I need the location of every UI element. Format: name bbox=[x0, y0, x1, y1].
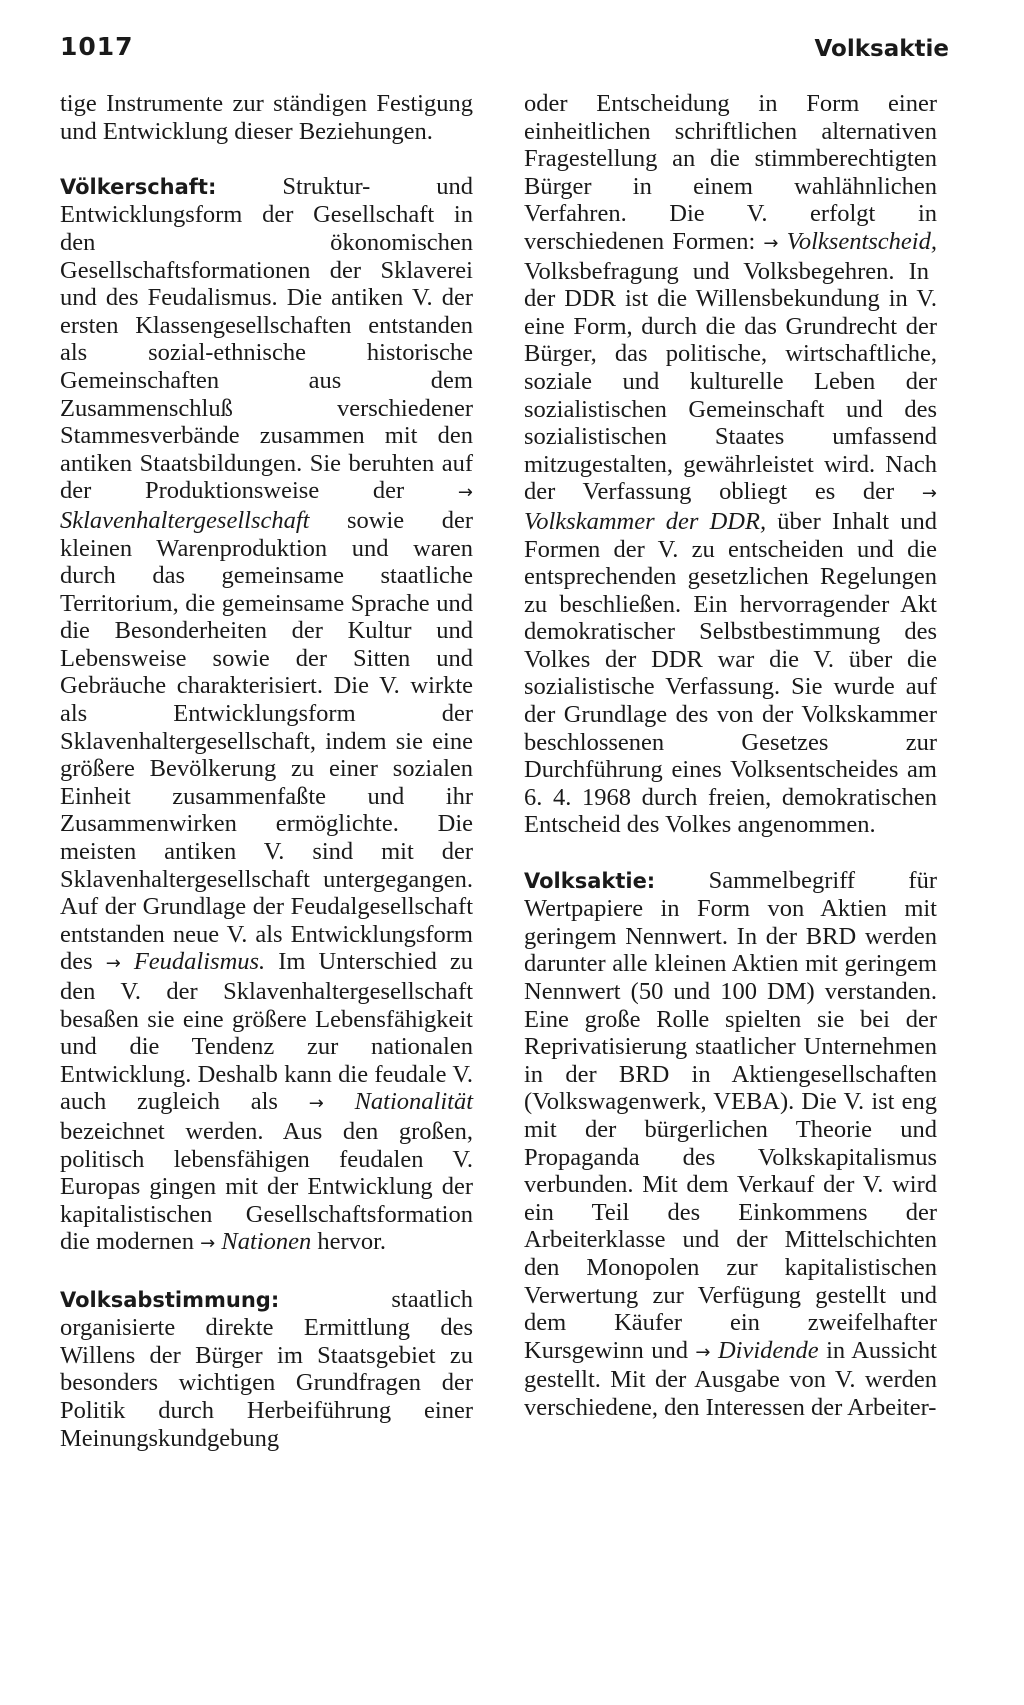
cross-reference-arrow-icon: → bbox=[457, 482, 473, 504]
cross-reference-feudalismus[interactable]: Feudalismus. bbox=[133, 948, 266, 976]
entry-volksaktie bbox=[524, 867, 937, 1422]
entry-voelkerschaft bbox=[60, 173, 473, 1258]
right-column bbox=[524, 90, 937, 1422]
left-column bbox=[60, 90, 473, 1452]
cross-reference-nationen[interactable]: Nationen bbox=[221, 1228, 312, 1256]
cross-reference-arrow-icon: → bbox=[200, 1233, 216, 1255]
headword-volksabstimmung: Volksabstimmung: bbox=[60, 1287, 280, 1312]
cross-reference-arrow-icon: → bbox=[105, 953, 121, 975]
page-number: 1017 bbox=[60, 32, 134, 61]
entry-text: Volksbefragung und Volksbegehren. In der DDR ist die Willensbekundung in V. eine Form, durch die das Grundrecht der Bürger, das politische, wirtschaftliche, soziale und kulturelle Leben der sozialistischen Gemeinschaft und des sozialistischen Staates umfassend mitzugestalten, gewährleistet wird. Nach der Verfassung obliegt es der bbox=[524, 257, 937, 506]
headword-volksaktie: Volksaktie: bbox=[524, 868, 656, 893]
entry-volksabstimmung-continued bbox=[524, 90, 937, 839]
cross-reference-arrow-icon: → bbox=[921, 483, 937, 505]
headword-voelkerschaft: Völkerschaft: bbox=[60, 174, 217, 199]
cross-reference-sklavenhaltergesellschaft[interactable]: Sklavenhaltergesellschaft bbox=[60, 506, 310, 534]
cross-reference-arrow-icon: → bbox=[308, 1093, 324, 1115]
entry-text: staatlich organisierte direkte Ermittlung des Willens der Bürger im Staatsgebiet zu besonders wichtigen Grundfragen der Politik durch Herbeiführung einer Meinungskundgebung bbox=[60, 1285, 473, 1452]
entry-text: über Inhalt und Formen der V. zu entscheiden und die entsprechenden gesetzlichen Regelungen zu beschließen. Ein hervorragender Akt demokratischer Selbstbestimmung des Volkes der DDR war die V. über die sozialistische Verfassung. Sie wurde auf der Grundlage des von der Volkskammer beschlossenen Gesetzes zur Durchführung eines Volksentscheides am 6. 4. 1968 durch freien, demokratischen Entscheid des Volkes angenommen. bbox=[524, 507, 937, 839]
entry-text: sowie der kleinen Warenproduktion und waren durch das gemeinsame staatliche Territorium, die gemeinsame Sprache und die Besonderheiten der Kultur und Lebensweise sowie der Sitten und Gebräuche charakterisiert. Die V. wirkte als Entwicklungsform der Sklavenhaltergesellschaft, indem sie eine größere Bevölkerung zu einer sozialen Einheit zusammenfaßte und ihr Zusammenwirken ermöglichte. Die meisten antiken V. sind mit der Sklavenhaltergesellschaft untergegangen. Auf der Grundlage der Feudalgesellschaft entstanden neue V. als Entwicklungsform des bbox=[60, 506, 473, 976]
entry-text: Struktur- und Entwicklungsform der Gesellschaft in den ökonomischen Gesellschaftsformationen der Sklaverei und des Feudalismus. Die antiken V. der ersten Klassengesellschaften entstanden als sozial-ethnische historische Gemeinschaften aus dem Zusammenschluß verschiedener Stammesverbände zusammen mit den antiken Staatsbildungen. Sie beruhten auf der Produktionsweise der bbox=[60, 172, 473, 505]
continued-text bbox=[60, 90, 473, 145]
entry-text: hervor. bbox=[311, 1228, 387, 1256]
cross-reference-volksentscheid[interactable]: Volksentscheid, bbox=[786, 227, 937, 255]
entry-text: Im Unterschied zu den V. der Sklavenhaltergesellschaft besaßen sie eine größere Lebensfähigkeit und die Tendenz zur nationalen Entwicklung. Deshalb kann die feudale V. auch zugleich als bbox=[60, 948, 474, 1116]
cross-reference-arrow-icon: → bbox=[695, 1341, 711, 1363]
cross-reference-volkskammer[interactable]: Volkskammer der DDR, bbox=[524, 507, 767, 535]
entry-text: Sammelbegriff für Wertpapiere in Form von Aktien mit geringem Nennwert. In der BRD werden darunter alle kleinen Aktien mit geringem Nennwert (50 und 100 DM) verstanden. Eine große Rolle spielten sie bei der Reprivatisierung staatlicher Unternehmen in der BRD in Aktiengesellschaften (Volkswagenwerk, VEBA). Die V. ist eng mit der bürgerlichen Theorie und Propaganda des Volkskapitalismus verbunden. Mit dem Verkauf der V. wird ein Teil des Einkommens der Arbeiterklasse und der Mittelschichten den Monopolen zur kapitalistischen Verwertung zur Verfügung gestellt und dem Käufer ein zweifelhafter Kursgewinn und bbox=[524, 866, 937, 1364]
cross-reference-dividende[interactable]: Dividende bbox=[717, 1336, 819, 1364]
cross-reference-arrow-icon: → bbox=[763, 232, 779, 254]
entry-text: oder Entscheidung in Form einer einheitlichen schriftlichen alternativen Fragestellung an die stimmberechtigten Bürger in einem wahlähnlichen Verfahren. Die V. erfolgt in verschiedenen Formen: bbox=[524, 90, 937, 255]
cross-reference-nationalitaet[interactable]: Nationalität bbox=[354, 1088, 474, 1116]
running-head: Volksaktie bbox=[814, 36, 949, 62]
entry-text: bezeichnet werden. Aus den großen, politisch lebensfähigen feudalen V. Europas gingen mit der Entwicklung der kapitalistischen Gesellschaftsformation die modernen bbox=[60, 1117, 473, 1256]
continued-text-body: tige Instrumente zur ständigen Festigung und Entwicklung dieser Beziehungen. bbox=[60, 90, 473, 145]
entry-text: in Aussicht gestellt. Mit der Ausgabe von V. werden verschiedene, den Interessen der Arbeiter- bbox=[524, 1336, 937, 1421]
entry-volksabstimmung bbox=[60, 1286, 473, 1453]
